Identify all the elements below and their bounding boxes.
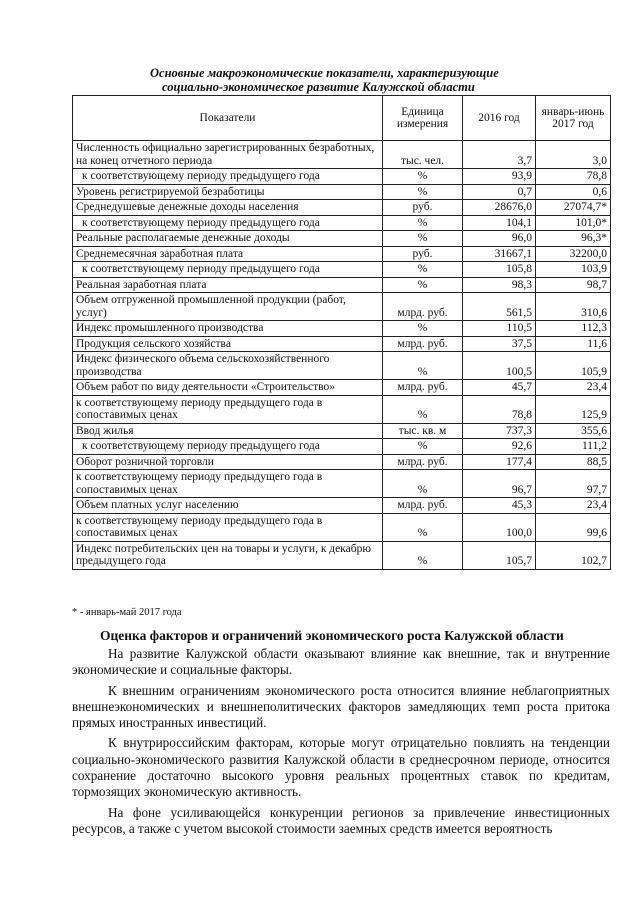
unit-cell: тыс. кв. м xyxy=(383,423,463,439)
value-2017-cell: 102,7 xyxy=(536,541,611,569)
value-2016-cell: 104,1 xyxy=(463,215,536,231)
table-row xyxy=(73,215,611,231)
value-2017-cell: 103,9 xyxy=(536,262,611,278)
table-row xyxy=(73,293,611,321)
value-2017-cell: 98,7 xyxy=(536,277,611,293)
value-2017-cell: 111,2 xyxy=(536,439,611,455)
table-row xyxy=(73,169,611,185)
indicator-cell: Численность официально зарегистрированных безработных, на конец отчетного периода xyxy=(73,141,383,169)
value-2016-cell: 31667,1 xyxy=(463,246,536,262)
unit-cell: % xyxy=(383,169,463,185)
unit-cell: млрд. руб. xyxy=(383,380,463,396)
value-2017-cell: 97,7 xyxy=(536,470,611,498)
value-2016-cell: 98,3 xyxy=(463,277,536,293)
unit-cell: % xyxy=(383,231,463,247)
unit-cell: % xyxy=(383,352,463,380)
value-2016-cell: 45,7 xyxy=(463,380,536,396)
value-2016-cell: 28676,0 xyxy=(463,200,536,216)
value-2017-cell: 96,3* xyxy=(536,231,611,247)
indicator-cell: к соответствующему периоду предыдущего года xyxy=(73,215,383,231)
unit-cell: млрд. руб. xyxy=(383,293,463,321)
value-2016-cell: 3,7 xyxy=(463,141,536,169)
value-2017-cell: 23,4 xyxy=(536,380,611,396)
body-text xyxy=(72,646,610,841)
value-2016-cell: 96,0 xyxy=(463,231,536,247)
header-unit: Единица измерения xyxy=(383,96,463,141)
value-2016-cell: 45,3 xyxy=(463,498,536,514)
value-2017-cell: 0,6 xyxy=(536,184,611,200)
indicator-cell: к соответствующему периоду предыдущего года в сопоставимых ценах xyxy=(73,513,383,541)
table-row xyxy=(73,246,611,262)
indicator-cell: к соответствующему периоду предыдущего года в сопоставимых ценах xyxy=(73,395,383,423)
header-2016: 2016 год xyxy=(463,96,536,141)
value-2017-cell: 125,9 xyxy=(536,395,611,423)
value-2017-cell: 32200,0 xyxy=(536,246,611,262)
value-2016-cell: 177,4 xyxy=(463,454,536,470)
unit-cell: руб. xyxy=(383,200,463,216)
indicator-cell: Индекс потребительских цен на товары и услуги, к декабрю предыдущего года xyxy=(73,541,383,569)
indicator-cell: Реальная заработная плата xyxy=(73,277,383,293)
indicator-cell: Оборот розничной торговли xyxy=(73,454,383,470)
unit-cell: % xyxy=(383,541,463,569)
unit-cell: % xyxy=(383,395,463,423)
value-2017-cell: 105,9 xyxy=(536,352,611,380)
value-2016-cell: 105,7 xyxy=(463,541,536,569)
indicator-cell: Объем работ по виду деятельности «Строительство» xyxy=(73,380,383,396)
indicator-cell: Индекс физического объема сельскохозяйственного производства xyxy=(73,352,383,380)
table-row xyxy=(73,184,611,200)
value-2016-cell: 100,5 xyxy=(463,352,536,380)
value-2016-cell: 93,9 xyxy=(463,169,536,185)
indicator-cell: Объем отгруженной промышленной продукции (работ, услуг) xyxy=(73,293,383,321)
unit-cell: % xyxy=(383,513,463,541)
footnote: * - январь-май 2017 года xyxy=(72,607,182,618)
value-2016-cell: 105,8 xyxy=(463,262,536,278)
value-2017-cell: 101,0* xyxy=(536,215,611,231)
value-2017-cell: 11,6 xyxy=(536,336,611,352)
value-2016-cell: 92,6 xyxy=(463,439,536,455)
indicator-cell: Продукция сельского хозяйства xyxy=(73,336,383,352)
unit-cell: % xyxy=(383,470,463,498)
table-body xyxy=(73,141,611,570)
table-row xyxy=(73,380,611,396)
indicator-cell: к соответствующему периоду предыдущего года xyxy=(73,262,383,278)
table-row xyxy=(73,336,611,352)
header-2017: январь-июнь 2017 год xyxy=(536,96,611,141)
value-2016-cell: 96,7 xyxy=(463,470,536,498)
table-row xyxy=(73,321,611,337)
value-2017-cell: 112,3 xyxy=(536,321,611,337)
unit-cell: млрд. руб. xyxy=(383,454,463,470)
table-row xyxy=(73,498,611,514)
unit-cell: % xyxy=(383,439,463,455)
paragraph: К внутрироссийским факторам, которые могут отрицательно повлиять на тенденции социально-экономического развития Калужской области в среднесрочном периоде, относится сохранение достаточно высокого уровня реальных процентных ставок по кредитам, тормозящих экономическую активность. xyxy=(72,735,610,800)
table-row xyxy=(73,454,611,470)
indicator-cell: Объем платных услуг населению xyxy=(73,498,383,514)
value-2017-cell: 99,6 xyxy=(536,513,611,541)
header-indicator: Показатели xyxy=(73,96,383,141)
value-2016-cell: 78,8 xyxy=(463,395,536,423)
value-2017-cell: 78,8 xyxy=(536,169,611,185)
indicator-cell: Уровень регистрируемой безработицы xyxy=(73,184,383,200)
indicators-table xyxy=(72,95,611,570)
value-2016-cell: 100,0 xyxy=(463,513,536,541)
unit-cell: % xyxy=(383,184,463,200)
paragraph: На развитие Калужской области оказывают влияние как внешние, так и внутренние экономические и социальные факторы. xyxy=(72,646,610,678)
value-2017-cell: 23,4 xyxy=(536,498,611,514)
title-line-1: Основные макроэкономические показатели, характеризующие xyxy=(150,66,499,80)
table-row xyxy=(73,200,611,216)
title-line-2: социально-экономическое развитие Калужской области xyxy=(162,80,475,94)
unit-cell: млрд. руб. xyxy=(383,336,463,352)
value-2017-cell: 88,5 xyxy=(536,454,611,470)
table-row xyxy=(73,423,611,439)
table-row xyxy=(73,277,611,293)
table-row xyxy=(73,541,611,569)
indicator-cell: Реальные располагаемые денежные доходы xyxy=(73,231,383,247)
table-row xyxy=(73,352,611,380)
unit-cell: % xyxy=(383,215,463,231)
indicator-cell: Среднедушевые денежные доходы населения xyxy=(73,200,383,216)
section-title: Оценка факторов и ограничений экономического роста Калужской области xyxy=(100,628,564,643)
indicator-cell: к соответствующему периоду предыдущего года xyxy=(73,169,383,185)
unit-cell: тыс. чел. xyxy=(383,141,463,169)
indicator-cell: к соответствующему периоду предыдущего года в сопоставимых ценах xyxy=(73,470,383,498)
paragraph: К внешним ограничениям экономического роста относится влияние неблагоприятных внешнеэкономических и внешнеполитических факторов замедляющих темп роста притока прямых иностранных инвестиций. xyxy=(72,682,610,731)
value-2016-cell: 0,7 xyxy=(463,184,536,200)
indicator-cell: к соответствующему периоду предыдущего года xyxy=(73,439,383,455)
table-row xyxy=(73,439,611,455)
value-2017-cell: 27074,7* xyxy=(536,200,611,216)
table-row xyxy=(73,395,611,423)
indicator-cell: Среднемесячная заработная плата xyxy=(73,246,383,262)
table-row xyxy=(73,231,611,247)
indicator-cell: Ввод жилья xyxy=(73,423,383,439)
table-row xyxy=(73,262,611,278)
table-row xyxy=(73,141,611,169)
value-2016-cell: 37,5 xyxy=(463,336,536,352)
unit-cell: руб. xyxy=(383,246,463,262)
value-2016-cell: 737,3 xyxy=(463,423,536,439)
table-row xyxy=(73,513,611,541)
table-header-row xyxy=(73,96,611,141)
value-2016-cell: 110,5 xyxy=(463,321,536,337)
value-2017-cell: 310,6 xyxy=(536,293,611,321)
indicator-cell: Индекс промышленного производства xyxy=(73,321,383,337)
value-2017-cell: 355,6 xyxy=(536,423,611,439)
unit-cell: % xyxy=(383,262,463,278)
document-title xyxy=(150,66,570,94)
unit-cell: млрд. руб. xyxy=(383,498,463,514)
unit-cell: % xyxy=(383,277,463,293)
table-row xyxy=(73,470,611,498)
unit-cell: % xyxy=(383,321,463,337)
value-2016-cell: 561,5 xyxy=(463,293,536,321)
value-2017-cell: 3,0 xyxy=(536,141,611,169)
paragraph: На фоне усиливающейся конкуренции регионов за привлечение инвестиционных ресурсов, а также с учетом высокой стоимости заемных средств имеется вероятность xyxy=(72,804,610,836)
